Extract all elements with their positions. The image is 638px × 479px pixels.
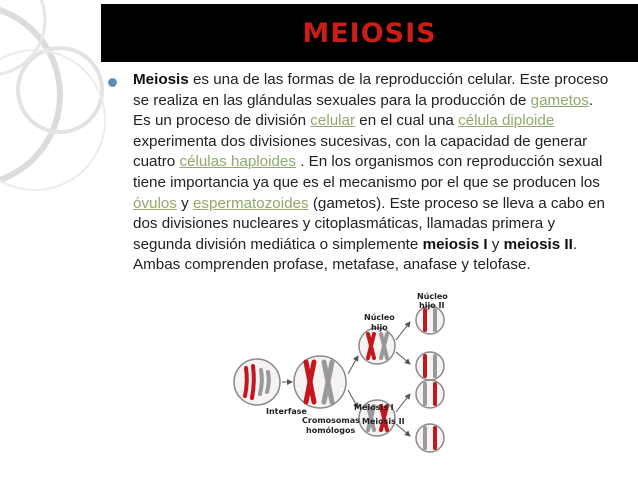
bullet-icon — [107, 77, 118, 88]
label-meiosis-i: Meiosis I — [354, 403, 394, 412]
slide-title: MEIOSIS — [302, 17, 437, 49]
haploid-cell-1 — [416, 306, 444, 334]
label-nucleo-hijo-2: hijo — [371, 323, 388, 332]
label-cromosomas-2: homólogos — [306, 426, 356, 435]
haploid-cell-4 — [416, 424, 444, 452]
term-meiosis-ii: meiosis II — [503, 235, 573, 253]
link-celular[interactable]: celular — [310, 112, 356, 130]
label-cromosomas-1: Cromosomas — [302, 416, 360, 425]
term-meiosis: Meiosis — [133, 71, 189, 88]
term-meiosis-i: meiosis I — [422, 235, 488, 253]
meiosis-paragraph: Meiosis es una de las formas de la reproducción celular. Este proceso se realiza en las glándulas sexuales para la producción de gametos. Es un proceso de división celular en el cual una célula diploide experimenta dos divisiones sucesivas, con la capacidad de generar cuatro células haploides . En los organismos con reproducción sexual tiene importancia ya que es el mecanismo por el que se producen los óvulos y espermatozoides (gametos). Este proceso se lleva a cabo en dos divisiones nucleares y citoplasmáticas, llamadas primera y segunda división mediática o simplemente meiosis I y meiosis II. Ambas comprenden profase, metafase, anafase y telofase. — [133, 71, 609, 274]
daughter-nucleus-1 — [359, 328, 395, 364]
label-nucleo-hijo-1: Núcleo — [364, 313, 395, 322]
decorative-circles — [0, 0, 110, 479]
link-gametos[interactable]: gametos — [530, 91, 589, 109]
title-bar — [101, 4, 638, 62]
label-nucleo-hijo-ii-2: hijo II — [419, 301, 445, 310]
link-celulas-haploides[interactable]: células haploides — [179, 153, 296, 171]
label-interfase: Interfase — [266, 407, 307, 416]
link-celula-diploide[interactable]: célula diploide — [458, 112, 555, 130]
haploid-cell-2 — [416, 352, 444, 380]
haploid-cell-3 — [416, 380, 444, 408]
homologous-chromosomes-cell — [294, 356, 346, 408]
label-meiosis-ii: Meiosis II — [362, 417, 405, 426]
meiosis-diagram — [232, 290, 462, 470]
interfase-cell — [234, 359, 280, 405]
link-espermatozoides[interactable]: espermatozoides — [192, 194, 309, 212]
label-nucleo-hijo-ii-1: Núcleo — [417, 292, 448, 301]
link-ovulos[interactable]: óvulos — [133, 194, 177, 212]
